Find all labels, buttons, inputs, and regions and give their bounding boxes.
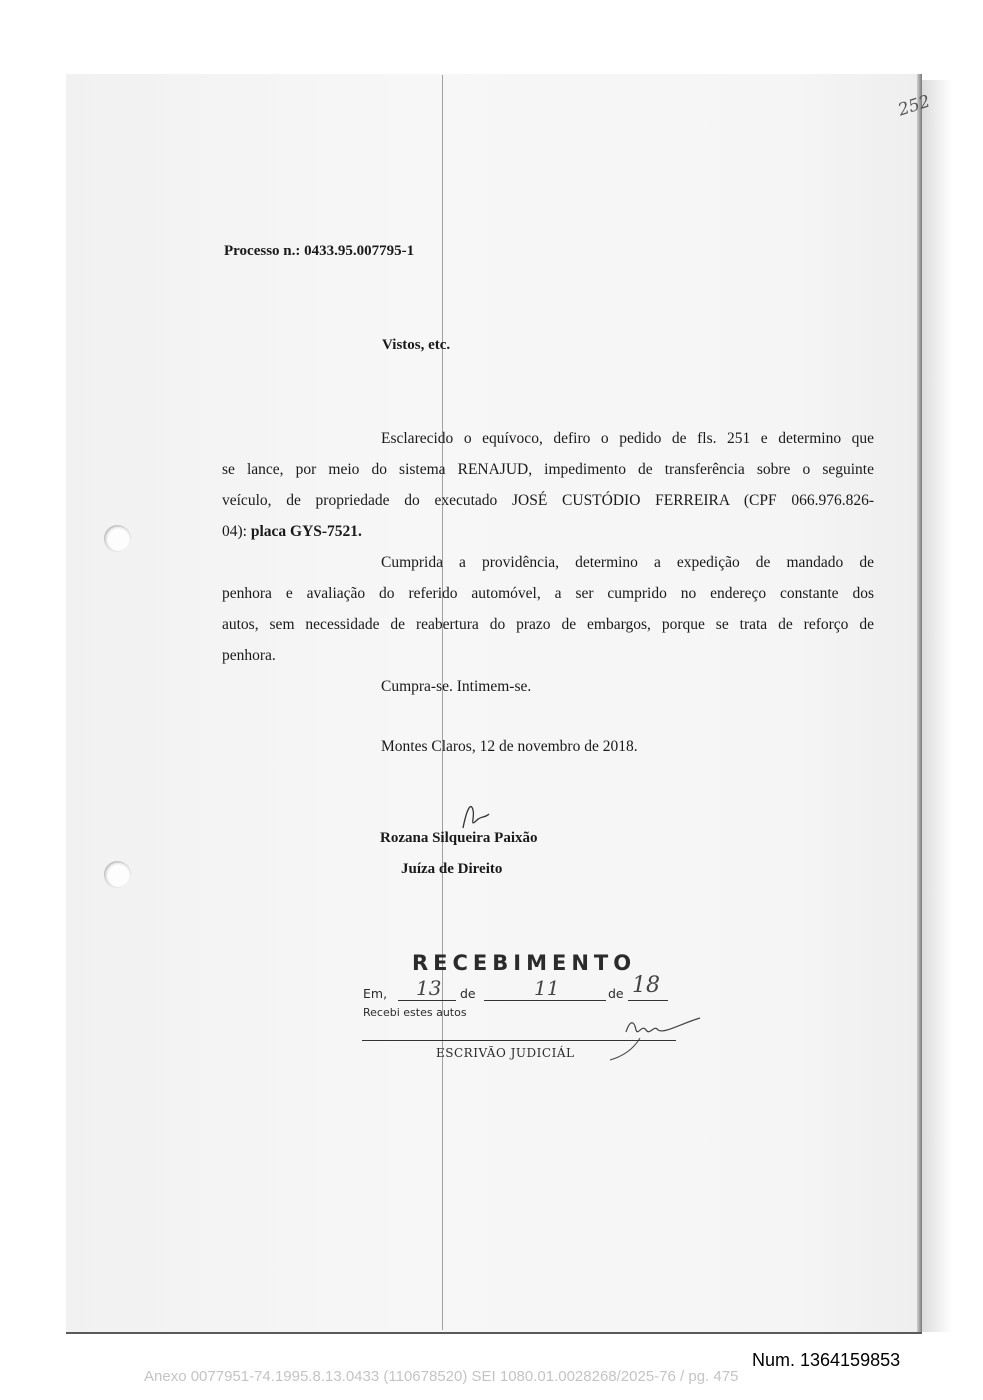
- stamp-title: RECEBIMENTO: [412, 951, 637, 975]
- annex-reference: Anexo 0077951-74.1995.8.13.0433 (110678520) SEI 1080.01.0028268/2025-76 / pg. 475: [144, 1368, 739, 1385]
- paragraph2-line3: autos, sem necessidade de reabertura do prazo de embargos, porque se trata de reforço de: [222, 616, 874, 633]
- stamp-de2: de: [608, 986, 624, 1001]
- stamp-clerk-title: ESCRIVÃO JUDICIÁL: [436, 1046, 575, 1060]
- paragraph2-line1: Cumprida a providência, determino a expedição de mandado de: [381, 554, 874, 571]
- stamp-month: 11: [534, 976, 560, 1000]
- place-date: Montes Claros, 12 de novembro de 2018.: [381, 738, 638, 755]
- paragraph1-line4-prefix: 04):: [222, 523, 251, 540]
- folio-number: 252: [895, 91, 933, 121]
- stamp-em-label: Em,: [363, 986, 388, 1001]
- fold-line: [442, 75, 443, 1330]
- stamp-received-text: Recebi estes autos: [363, 1006, 467, 1019]
- stamp-day: 13: [416, 976, 442, 1000]
- signer-name: Rozana Silqueira Paixão: [380, 830, 538, 846]
- document-number: Num. 1364159853: [752, 1350, 901, 1370]
- underlying-page-edge: [922, 80, 952, 1332]
- paragraph2-line4: penhora.: [222, 647, 276, 664]
- punch-hole-bottom: [104, 861, 131, 888]
- process-number: Processo n.: 0433.95.007795-1: [224, 243, 415, 259]
- scanned-sheet: [66, 74, 922, 1334]
- paragraph1-line4: [222, 523, 362, 541]
- vehicle-plate: placa GYS-7521.: [250, 523, 362, 540]
- greeting: Vistos, etc.: [382, 337, 451, 353]
- sheet-right-edge: [917, 74, 922, 1332]
- paragraph1-line3: veículo, de propriedade do executado JOSÉ CUSTÓDIO FERREIRA (CPF 066.976.826-: [222, 492, 874, 509]
- paragraph1-line2: se lance, por meio do sistema RENAJUD, impedimento de transferência sobre o seguinte: [222, 461, 874, 478]
- stamp-month-blank: [484, 1000, 606, 1001]
- stamp-day-blank: [398, 1000, 456, 1001]
- clerk-signature: [600, 1008, 710, 1068]
- punch-hole-top: [104, 525, 131, 552]
- closing-text: Cumpra-se. Intimem-se.: [381, 678, 532, 695]
- paragraph2-line2: penhora e avaliação do referido automóvel, a ser cumprido no endereço constante dos: [222, 585, 874, 602]
- paragraph1-line1: Esclarecido o equívoco, defiro o pedido de fls. 251 e determino que: [381, 430, 874, 447]
- stamp-de1: de: [460, 986, 476, 1001]
- stamp-signature-line: [362, 1040, 676, 1041]
- stamp-year-blank: [628, 1000, 668, 1001]
- stamp-year: 18: [632, 973, 660, 998]
- signer-title: Juíza de Direito: [401, 861, 503, 877]
